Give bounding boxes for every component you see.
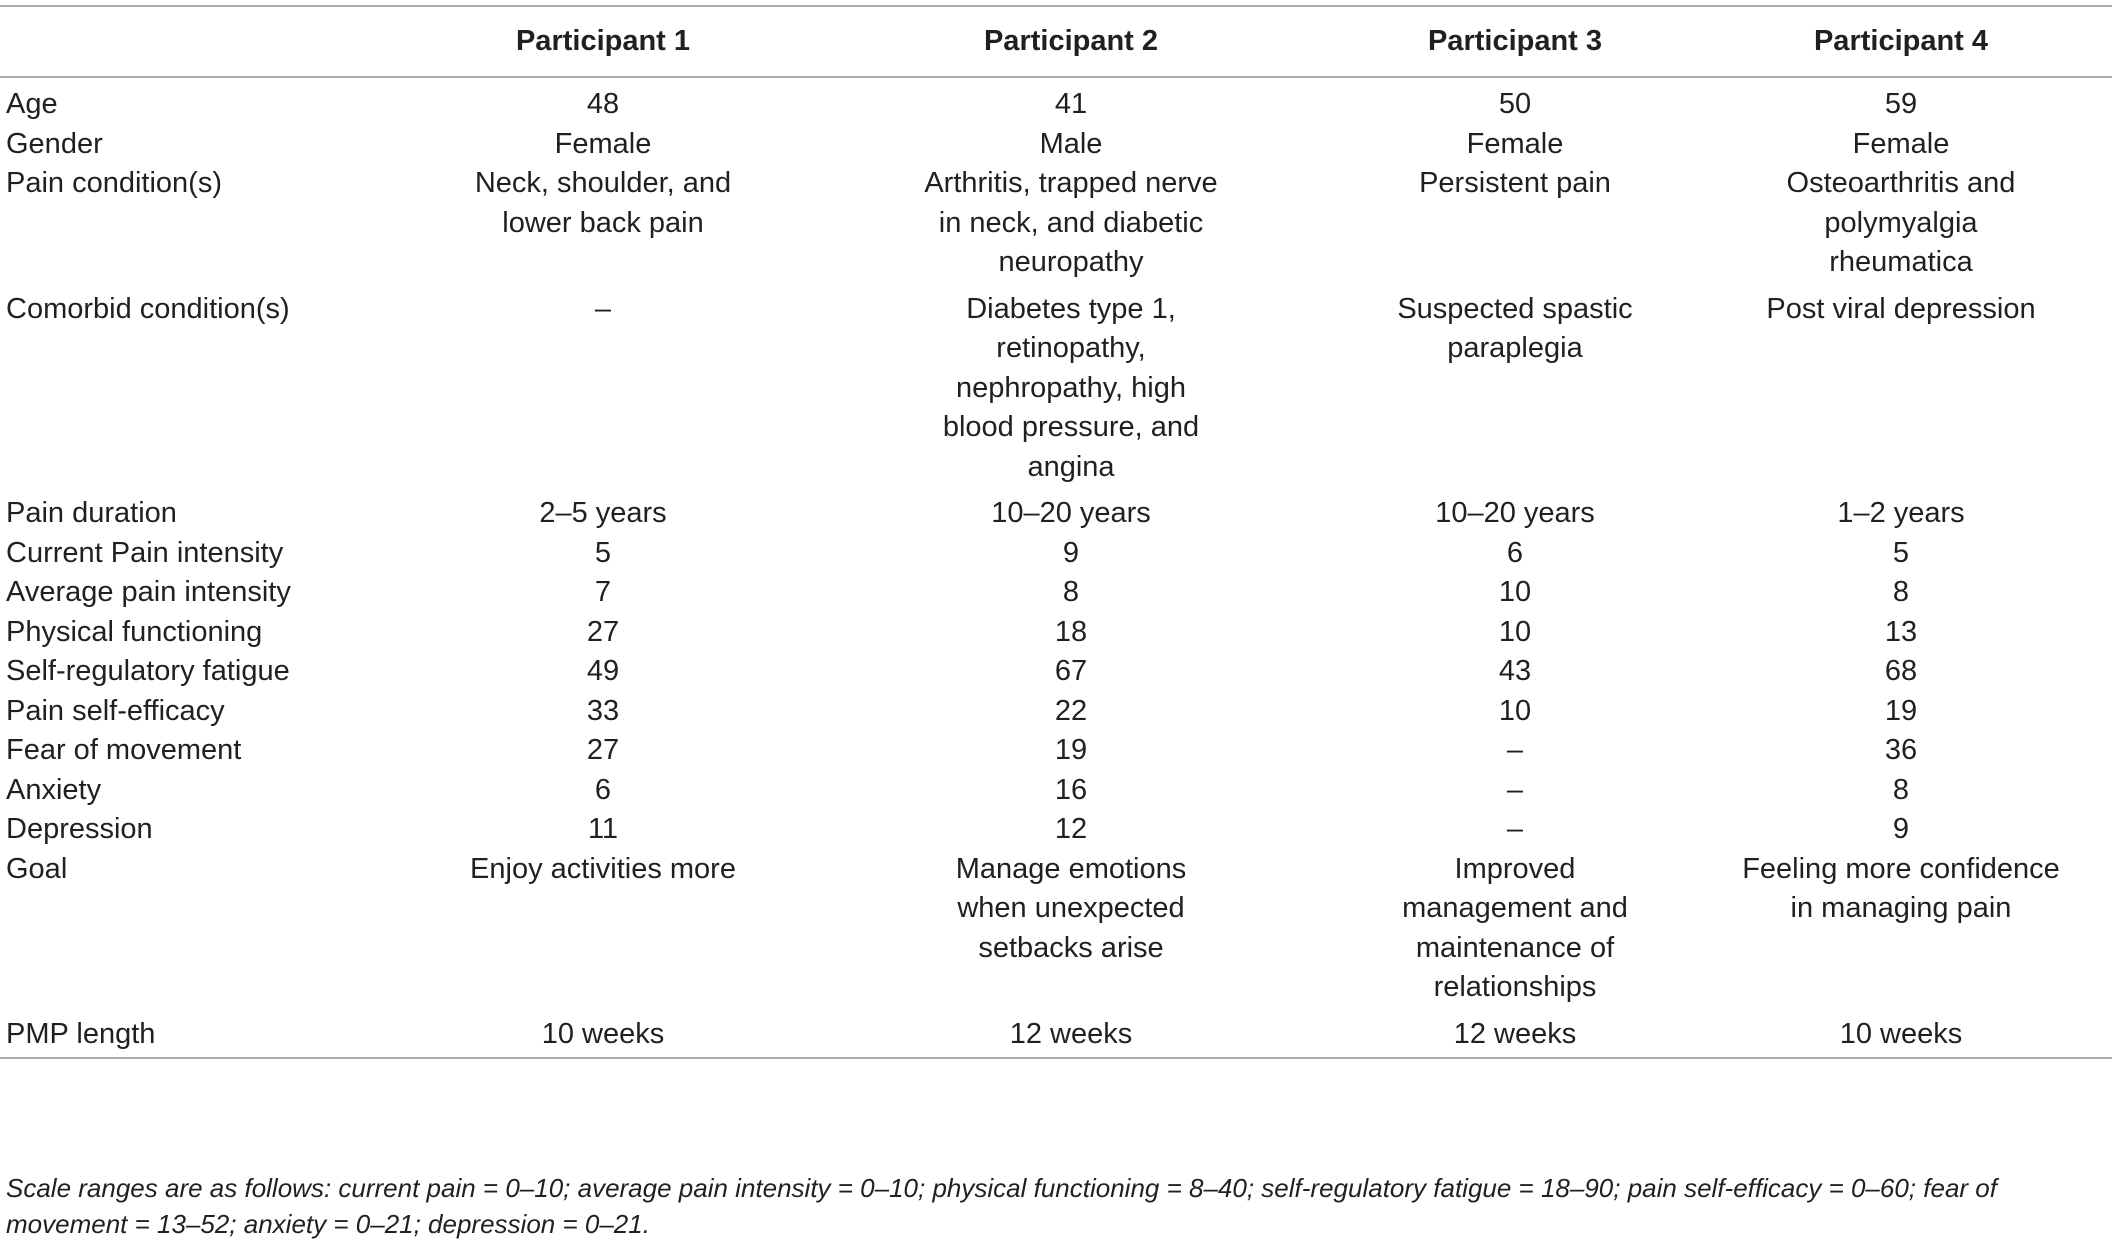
table-cell: Enjoy activities more [470, 852, 736, 885]
cell-text: Improved management and maintenance of relationships [1402, 852, 1628, 1003]
table-cell: Female [1466, 127, 1564, 160]
table-row-anxiety [0, 771, 2112, 811]
table-cell: 10 weeks [541, 1017, 665, 1050]
table-row-age [0, 77, 2112, 125]
table-cell [1340, 290, 1690, 495]
table-cell: 36 [1884, 734, 1918, 766]
table-header-row [0, 6, 2112, 77]
cell-text: Osteoarthritis and polymyalgia rheumatica [1786, 167, 2016, 278]
table-cell: Female [554, 127, 652, 160]
table-footnote: Scale ranges are as follows: current pain = 0–10; average pain intensity = 0–10; physical functioning = 8–40; self-regulatory fatigue = 18–90; pain self-efficacy = 0–60; fear of movement = 13–52; anxiety = 0–21; depression = 0–21. [6, 1173, 1997, 1239]
row-label: PMP length [6, 1017, 156, 1050]
row-label: Pain self-efficacy [6, 694, 225, 727]
table-cell: 6 [594, 773, 612, 806]
table-cell [404, 164, 802, 290]
table-cell: Male [1039, 127, 1103, 160]
table-row-fear-of-movement [0, 731, 2112, 771]
table-cell: 2–5 years [539, 497, 667, 529]
table-cell: 13 [1884, 615, 1918, 648]
table-cell: 67 [1054, 655, 1088, 687]
table-row-self-regulatory-fatigue [0, 652, 2112, 692]
participant-characteristics-table [0, 5, 2112, 1059]
table-cell: – [594, 292, 612, 325]
table-cell: 48 [586, 88, 620, 120]
table-cell: 8 [1062, 576, 1080, 608]
table-cell [802, 850, 1340, 1015]
table-row-depression [0, 810, 2112, 850]
header-participant-3: Participant 3 [1427, 25, 1603, 57]
table-cell: 12 [1054, 813, 1088, 845]
table-cell: 8 [1892, 773, 1910, 806]
table-cell: 22 [1054, 694, 1088, 727]
table-cell: 19 [1884, 694, 1918, 727]
table-cell: 10 [1498, 576, 1532, 608]
table-cell: 6 [1506, 536, 1524, 569]
cell-text: Neck, shoulder, and lower back pain [474, 167, 732, 239]
table-row-comorbid-conditions [0, 290, 2112, 495]
table-cell: 10 [1498, 694, 1532, 727]
table-cell: 12 weeks [1009, 1017, 1133, 1050]
table-cell: 18 [1054, 615, 1088, 648]
table-cell: 43 [1498, 655, 1532, 687]
row-label: Average pain intensity [6, 576, 291, 608]
table-row-goal [0, 850, 2112, 1015]
row-label: Depression [6, 813, 153, 845]
table-cell: 27 [586, 734, 620, 766]
table-cell: 5 [594, 536, 612, 569]
table-cell: Post viral depression [1766, 292, 2036, 325]
table-cell: 10 weeks [1839, 1017, 1963, 1050]
table-cell: 50 [1498, 88, 1532, 120]
row-label: Self-regulatory fatigue [6, 655, 290, 687]
table-row-pain-conditions [0, 164, 2112, 290]
cell-text: Suspected spastic paraplegia [1397, 292, 1633, 364]
table-cell: 9 [1892, 813, 1910, 845]
cell-text: Diabetes type 1, retinopathy, nephropathy, high blood pressure, and angina [942, 292, 1200, 483]
table-cell: 10 [1498, 615, 1532, 648]
table-cell: 59 [1884, 88, 1918, 120]
table-cell: – [1506, 734, 1524, 766]
table-row-gender [0, 125, 2112, 165]
table-cell: – [1506, 813, 1524, 845]
row-label: Goal [6, 852, 68, 885]
table-row-physical-functioning [0, 613, 2112, 653]
row-label: Current Pain intensity [6, 536, 284, 569]
table-cell: 10–20 years [991, 497, 1151, 529]
table-cell: 41 [1054, 88, 1088, 120]
table-cell: 12 weeks [1453, 1017, 1577, 1050]
row-label: Anxiety [6, 773, 102, 806]
row-label: Fear of movement [6, 734, 242, 766]
table-row-average-pain-intensity [0, 573, 2112, 613]
table-cell: 49 [586, 655, 620, 687]
cell-text: Manage emotions when unexpected setbacks arise [955, 852, 1187, 964]
table-cell [802, 290, 1340, 495]
table-cell: 27 [586, 615, 620, 648]
table-cell: 1–2 years [1837, 497, 1965, 529]
row-label: Gender [6, 127, 103, 160]
header-participant-1: Participant 1 [515, 25, 691, 57]
table-cell: 5 [1892, 536, 1910, 569]
cell-text: Feeling more confidence in managing pain [1742, 852, 2060, 924]
table-cell: 10–20 years [1435, 497, 1595, 529]
row-label: Physical functioning [6, 615, 263, 648]
participant-table-container [0, 5, 2112, 1059]
header-participant-4: Participant 4 [1813, 25, 1989, 57]
table-cell: 68 [1884, 655, 1918, 687]
table-cell: 7 [594, 576, 612, 608]
table-cell: 9 [1062, 536, 1080, 569]
table-cell: Persistent pain [1419, 167, 1611, 199]
cell-text: Arthritis, trapped nerve in neck, and diabetic neuropathy [924, 167, 1218, 278]
table-cell: 19 [1054, 734, 1088, 766]
header-cell-corner [0, 6, 404, 77]
row-label: Pain duration [6, 497, 177, 529]
header-participant-2: Participant 2 [983, 25, 1159, 57]
table-cell: 33 [586, 694, 620, 727]
table-cell: Female [1852, 127, 1950, 160]
table-cell [1690, 164, 2112, 290]
table-cell [1690, 850, 2112, 1015]
table-cell: 8 [1892, 576, 1910, 608]
table-row-pain-duration [0, 494, 2112, 534]
table-cell [802, 164, 1340, 290]
table-cell: – [1506, 773, 1524, 806]
table-row-pmp-length [0, 1015, 2112, 1059]
row-label: Comorbid condition(s) [6, 292, 290, 325]
table-cell [1340, 850, 1690, 1015]
table-row-pain-self-efficacy [0, 692, 2112, 732]
table-cell: 16 [1054, 773, 1088, 806]
table-cell: 11 [587, 813, 619, 845]
table-row-current-pain-intensity [0, 534, 2112, 574]
row-label: Age [6, 88, 58, 120]
row-label: Pain condition(s) [6, 167, 222, 199]
